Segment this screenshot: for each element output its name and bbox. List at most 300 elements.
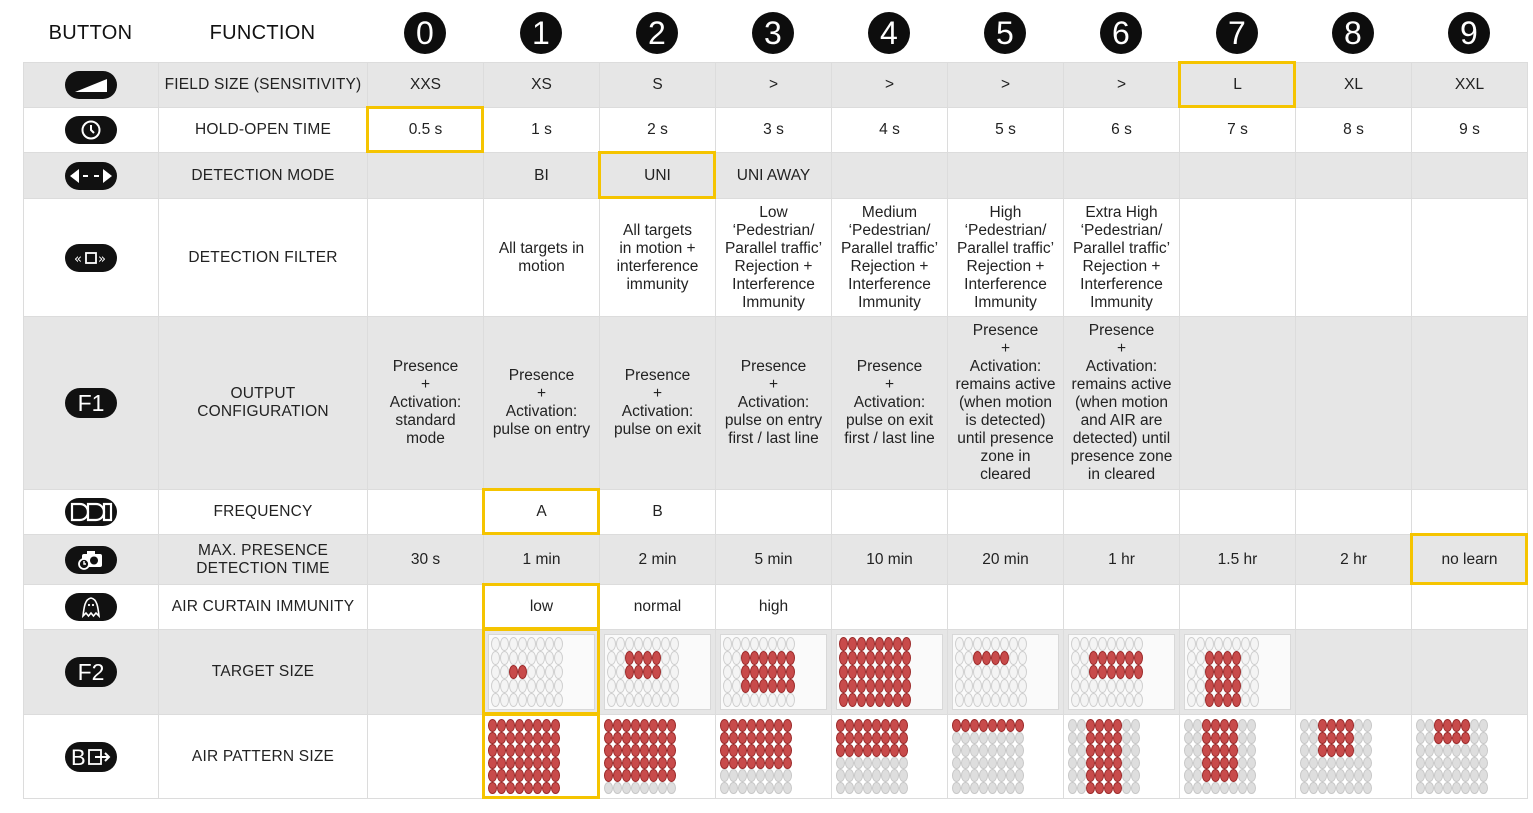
inactive-dot bbox=[988, 732, 997, 745]
inactive-dot bbox=[836, 757, 845, 770]
inactive-dot bbox=[536, 637, 545, 651]
active-dot bbox=[1461, 719, 1470, 732]
option-cell-8 bbox=[1296, 630, 1412, 715]
function-column-header: FUNCTION bbox=[209, 21, 316, 44]
inactive-dot bbox=[732, 665, 741, 679]
inactive-dot bbox=[997, 769, 1006, 782]
active-dot bbox=[875, 693, 884, 707]
inactive-dot bbox=[554, 651, 563, 665]
inactive-dot bbox=[979, 769, 988, 782]
option-cell-0: XXS bbox=[368, 63, 484, 108]
function-label: TARGET SIZE bbox=[159, 630, 368, 715]
row-frequency bbox=[24, 490, 1528, 535]
option-number-2 bbox=[599, 10, 715, 56]
option-cell-5 bbox=[948, 630, 1064, 715]
inactive-dot bbox=[881, 757, 890, 770]
inactive-dot bbox=[670, 651, 679, 665]
option-cell-6 bbox=[1064, 490, 1180, 535]
inactive-dot bbox=[1327, 769, 1336, 782]
inactive-dot bbox=[723, 679, 732, 693]
inactive-dot bbox=[1238, 719, 1247, 732]
inactive-dot bbox=[616, 665, 625, 679]
inactive-dot bbox=[786, 693, 795, 707]
active-dot bbox=[533, 757, 542, 770]
f1-icon bbox=[65, 388, 117, 418]
active-dot bbox=[1104, 769, 1113, 782]
inactive-dot bbox=[1300, 769, 1309, 782]
active-dot bbox=[1104, 782, 1113, 795]
inactive-dot bbox=[1434, 782, 1443, 795]
active-dot bbox=[1205, 651, 1214, 665]
active-dot bbox=[1107, 665, 1116, 679]
active-dot bbox=[1205, 665, 1214, 679]
inactive-dot bbox=[518, 693, 527, 707]
inactive-dot bbox=[720, 782, 729, 795]
inactive-dot bbox=[1125, 693, 1134, 707]
inactive-dot bbox=[1416, 769, 1425, 782]
active-dot bbox=[845, 732, 854, 745]
inactive-dot bbox=[1015, 744, 1024, 757]
active-dot bbox=[488, 719, 497, 732]
inactive-dot bbox=[1232, 637, 1241, 651]
active-dot bbox=[747, 732, 756, 745]
active-dot bbox=[551, 782, 560, 795]
inactive-dot bbox=[527, 665, 536, 679]
function-label: HOLD-OPEN TIME bbox=[159, 108, 368, 153]
active-dot bbox=[765, 732, 774, 745]
active-dot bbox=[652, 665, 661, 679]
active-dot bbox=[875, 651, 884, 665]
inactive-dot bbox=[1018, 665, 1027, 679]
active-dot bbox=[613, 757, 622, 770]
active-dot bbox=[777, 651, 786, 665]
inactive-dot bbox=[1336, 769, 1345, 782]
inactive-dot bbox=[1416, 744, 1425, 757]
inactive-dot bbox=[1125, 637, 1134, 651]
button-cell bbox=[24, 535, 159, 585]
option-cell-6 bbox=[1064, 153, 1180, 199]
inactive-dot bbox=[536, 665, 545, 679]
option-cell-3: 5 min bbox=[716, 535, 832, 585]
inactive-dot bbox=[759, 637, 768, 651]
option-cell-3: > bbox=[716, 63, 832, 108]
inactive-dot bbox=[988, 744, 997, 757]
active-dot bbox=[720, 719, 729, 732]
inactive-dot bbox=[1134, 679, 1143, 693]
button-cell bbox=[24, 63, 159, 108]
inactive-dot bbox=[1122, 782, 1131, 795]
active-dot bbox=[488, 782, 497, 795]
inactive-dot bbox=[970, 782, 979, 795]
inactive-dot bbox=[723, 651, 732, 665]
option-cell-9 bbox=[1412, 199, 1528, 317]
inactive-dot bbox=[1080, 665, 1089, 679]
active-dot bbox=[1443, 732, 1452, 745]
row-detection-mode bbox=[24, 153, 1528, 199]
active-dot bbox=[1327, 744, 1336, 757]
inactive-dot bbox=[723, 637, 732, 651]
inactive-dot bbox=[836, 782, 845, 795]
inactive-dot bbox=[1187, 665, 1196, 679]
active-dot bbox=[1134, 665, 1143, 679]
active-dot bbox=[777, 665, 786, 679]
inactive-dot bbox=[1479, 757, 1488, 770]
active-dot bbox=[518, 665, 527, 679]
inactive-dot bbox=[1125, 679, 1134, 693]
active-dot bbox=[497, 732, 506, 745]
inactive-dot bbox=[783, 782, 792, 795]
active-dot bbox=[1113, 782, 1122, 795]
inactive-dot bbox=[625, 637, 634, 651]
option-cell-8 bbox=[1296, 317, 1412, 490]
active-dot bbox=[747, 744, 756, 757]
inactive-dot bbox=[1327, 757, 1336, 770]
inactive-dot bbox=[1015, 769, 1024, 782]
option-cell-1: BI bbox=[484, 153, 600, 199]
inactive-dot bbox=[1470, 757, 1479, 770]
inactive-dot bbox=[518, 637, 527, 651]
active-dot bbox=[524, 719, 533, 732]
active-dot bbox=[533, 744, 542, 757]
active-dot bbox=[1205, 693, 1214, 707]
row-output-config bbox=[24, 317, 1528, 490]
active-dot bbox=[613, 732, 622, 745]
inactive-dot bbox=[1354, 757, 1363, 770]
inactive-dot bbox=[738, 782, 747, 795]
active-dot bbox=[1113, 719, 1122, 732]
inactive-dot bbox=[964, 651, 973, 665]
option-cell-0 bbox=[368, 630, 484, 715]
inactive-dot bbox=[1327, 782, 1336, 795]
inactive-dot bbox=[1122, 719, 1131, 732]
active-dot bbox=[1229, 732, 1238, 745]
active-dot bbox=[1232, 693, 1241, 707]
active-dot bbox=[1336, 732, 1345, 745]
inactive-dot bbox=[1434, 744, 1443, 757]
active-dot bbox=[1205, 679, 1214, 693]
inactive-dot bbox=[1187, 651, 1196, 665]
active-dot bbox=[497, 769, 506, 782]
inactive-dot bbox=[643, 679, 652, 693]
active-dot bbox=[863, 732, 872, 745]
active-dot bbox=[640, 719, 649, 732]
inactive-dot bbox=[554, 679, 563, 693]
inactive-dot bbox=[616, 637, 625, 651]
active-dot bbox=[649, 769, 658, 782]
active-dot bbox=[863, 744, 872, 757]
option-cell-7: L bbox=[1180, 63, 1296, 108]
inactive-dot bbox=[1425, 757, 1434, 770]
inactive-dot bbox=[545, 665, 554, 679]
option-cell-2 bbox=[600, 630, 716, 715]
active-dot bbox=[1318, 744, 1327, 757]
dot-pattern bbox=[1184, 719, 1291, 794]
active-dot bbox=[1095, 744, 1104, 757]
option-cell-9: XXL bbox=[1412, 63, 1528, 108]
inactive-dot bbox=[1250, 651, 1259, 665]
inactive-dot bbox=[845, 757, 854, 770]
active-dot bbox=[634, 665, 643, 679]
option-cell-7 bbox=[1180, 630, 1296, 715]
inactive-dot bbox=[1116, 637, 1125, 651]
option-cell-5: 5 s bbox=[948, 108, 1064, 153]
inactive-dot bbox=[1211, 782, 1220, 795]
option-cell-9 bbox=[1412, 715, 1528, 799]
option-cell-5: High ‘Pedestrian/ Parallel traffic’ Rejection + Interference Immunity bbox=[948, 199, 1064, 317]
active-dot bbox=[1095, 782, 1104, 795]
option-cell-3: 3 s bbox=[716, 108, 832, 153]
inactive-dot bbox=[634, 679, 643, 693]
option-cell-4 bbox=[832, 153, 948, 199]
inactive-dot bbox=[1098, 679, 1107, 693]
inactive-dot bbox=[741, 637, 750, 651]
active-dot bbox=[866, 637, 875, 651]
inactive-dot bbox=[491, 637, 500, 651]
inactive-dot bbox=[536, 679, 545, 693]
inactive-dot bbox=[964, 665, 973, 679]
active-dot bbox=[613, 744, 622, 757]
inactive-dot bbox=[872, 782, 881, 795]
active-dot bbox=[1086, 782, 1095, 795]
active-dot bbox=[729, 719, 738, 732]
ghost-icon bbox=[65, 593, 117, 621]
inactive-dot bbox=[1184, 782, 1193, 795]
active-dot bbox=[1086, 769, 1095, 782]
inactive-dot bbox=[500, 651, 509, 665]
option-cell-7 bbox=[1180, 585, 1296, 630]
inactive-dot bbox=[845, 782, 854, 795]
inactive-dot bbox=[1309, 757, 1318, 770]
option-number-circle: 5 bbox=[984, 12, 1026, 54]
active-dot bbox=[1006, 719, 1015, 732]
dot-pattern bbox=[952, 719, 1059, 794]
inactive-dot bbox=[973, 693, 982, 707]
active-dot bbox=[533, 732, 542, 745]
active-dot bbox=[524, 769, 533, 782]
active-dot bbox=[506, 782, 515, 795]
clock-icon bbox=[65, 116, 117, 144]
active-dot bbox=[774, 732, 783, 745]
active-dot bbox=[542, 719, 551, 732]
inactive-dot bbox=[500, 693, 509, 707]
inactive-dot bbox=[640, 782, 649, 795]
option-cell-1 bbox=[484, 715, 600, 799]
active-dot bbox=[747, 719, 756, 732]
active-dot bbox=[902, 693, 911, 707]
inactive-dot bbox=[1006, 744, 1015, 757]
function-label: AIR PATTERN SIZE bbox=[159, 715, 368, 799]
dot-pattern bbox=[488, 634, 595, 710]
active-dot bbox=[542, 744, 551, 757]
inactive-dot bbox=[1479, 782, 1488, 795]
active-dot bbox=[640, 769, 649, 782]
option-cell-7 bbox=[1180, 317, 1296, 490]
button-cell bbox=[24, 108, 159, 153]
option-cell-3 bbox=[716, 490, 832, 535]
inactive-dot bbox=[1238, 757, 1247, 770]
active-dot bbox=[961, 719, 970, 732]
inactive-dot bbox=[1205, 637, 1214, 651]
inactive-dot bbox=[979, 757, 988, 770]
inactive-dot bbox=[1009, 665, 1018, 679]
inactive-dot bbox=[1443, 744, 1452, 757]
active-dot bbox=[515, 782, 524, 795]
active-dot bbox=[652, 651, 661, 665]
option-cell-7: 7 s bbox=[1180, 108, 1296, 153]
active-dot bbox=[884, 665, 893, 679]
active-dot bbox=[1104, 719, 1113, 732]
inactive-dot bbox=[952, 732, 961, 745]
inactive-dot bbox=[955, 637, 964, 651]
inactive-dot bbox=[988, 757, 997, 770]
active-dot bbox=[1223, 679, 1232, 693]
inactive-dot bbox=[643, 637, 652, 651]
inactive-dot bbox=[854, 757, 863, 770]
inactive-dot bbox=[964, 637, 973, 651]
option-cell-0 bbox=[368, 715, 484, 799]
option-number-8 bbox=[1295, 10, 1411, 56]
inactive-dot bbox=[1187, 637, 1196, 651]
active-dot bbox=[658, 732, 667, 745]
active-dot bbox=[1113, 757, 1122, 770]
active-dot bbox=[839, 679, 848, 693]
inactive-dot bbox=[1131, 782, 1140, 795]
inactive-dot bbox=[661, 651, 670, 665]
inactive-dot bbox=[881, 782, 890, 795]
option-cell-1: 1 min bbox=[484, 535, 600, 585]
inactive-dot bbox=[1452, 769, 1461, 782]
active-dot bbox=[848, 679, 857, 693]
option-number-9 bbox=[1411, 10, 1527, 56]
inactive-dot bbox=[1077, 732, 1086, 745]
inactive-dot bbox=[634, 637, 643, 651]
active-dot bbox=[631, 757, 640, 770]
inactive-dot bbox=[545, 693, 554, 707]
option-cell-1: 1 s bbox=[484, 108, 600, 153]
inactive-dot bbox=[607, 665, 616, 679]
inactive-dot bbox=[1116, 693, 1125, 707]
active-dot bbox=[1345, 719, 1354, 732]
active-dot bbox=[1232, 651, 1241, 665]
active-dot bbox=[1202, 744, 1211, 757]
active-dot bbox=[658, 719, 667, 732]
inactive-dot bbox=[1193, 757, 1202, 770]
inactive-dot bbox=[952, 782, 961, 795]
option-number-circle: 7 bbox=[1216, 12, 1258, 54]
option-number-3 bbox=[715, 10, 831, 56]
active-dot bbox=[768, 679, 777, 693]
inactive-dot bbox=[1187, 693, 1196, 707]
inactive-dot bbox=[729, 769, 738, 782]
active-dot bbox=[667, 757, 676, 770]
active-dot bbox=[741, 679, 750, 693]
inactive-dot bbox=[982, 693, 991, 707]
inactive-dot bbox=[899, 757, 908, 770]
active-dot bbox=[845, 744, 854, 757]
inactive-dot bbox=[1443, 757, 1452, 770]
active-dot bbox=[649, 744, 658, 757]
active-dot bbox=[1211, 757, 1220, 770]
option-number-5 bbox=[947, 10, 1063, 56]
inactive-dot bbox=[1122, 769, 1131, 782]
active-dot bbox=[1211, 744, 1220, 757]
option-cell-2: UNI bbox=[600, 153, 716, 199]
inactive-dot bbox=[783, 769, 792, 782]
inactive-dot bbox=[1009, 679, 1018, 693]
inactive-dot bbox=[1000, 693, 1009, 707]
inactive-dot bbox=[890, 757, 899, 770]
inactive-dot bbox=[1193, 744, 1202, 757]
active-dot bbox=[970, 719, 979, 732]
active-dot bbox=[857, 665, 866, 679]
active-dot bbox=[866, 665, 875, 679]
active-dot bbox=[884, 637, 893, 651]
active-dot bbox=[872, 732, 881, 745]
option-cell-1 bbox=[484, 630, 600, 715]
inactive-dot bbox=[747, 782, 756, 795]
active-dot bbox=[839, 665, 848, 679]
active-dot bbox=[857, 679, 866, 693]
inactive-dot bbox=[607, 679, 616, 693]
inactive-dot bbox=[756, 769, 765, 782]
active-dot bbox=[506, 769, 515, 782]
button-cell bbox=[24, 585, 159, 630]
inactive-dot bbox=[1300, 757, 1309, 770]
inactive-dot bbox=[643, 693, 652, 707]
active-dot bbox=[765, 744, 774, 757]
option-cell-3: Presence + Activation: pulse on entry first / last line bbox=[716, 317, 832, 490]
inactive-dot bbox=[1196, 651, 1205, 665]
active-dot bbox=[622, 719, 631, 732]
option-cell-4: Medium ‘Pedestrian/ Parallel traffic’ Rejection + Interference Immunity bbox=[832, 199, 948, 317]
inactive-dot bbox=[1300, 732, 1309, 745]
active-dot bbox=[783, 744, 792, 757]
inactive-dot bbox=[1080, 693, 1089, 707]
inactive-dot bbox=[1068, 719, 1077, 732]
active-dot bbox=[854, 732, 863, 745]
inactive-dot bbox=[1479, 732, 1488, 745]
inactive-dot bbox=[1470, 744, 1479, 757]
inactive-dot bbox=[1068, 732, 1077, 745]
inactive-dot bbox=[979, 732, 988, 745]
inactive-dot bbox=[1241, 679, 1250, 693]
inactive-dot bbox=[1425, 744, 1434, 757]
inactive-dot bbox=[955, 679, 964, 693]
inactive-dot bbox=[952, 757, 961, 770]
active-dot bbox=[622, 757, 631, 770]
active-dot bbox=[857, 651, 866, 665]
inactive-dot bbox=[661, 679, 670, 693]
inactive-dot bbox=[741, 693, 750, 707]
button-icon-label: F2 bbox=[77, 659, 105, 685]
active-dot bbox=[982, 651, 991, 665]
active-dot bbox=[1125, 665, 1134, 679]
inactive-dot bbox=[1071, 693, 1080, 707]
active-dot bbox=[881, 719, 890, 732]
inactive-dot bbox=[527, 651, 536, 665]
inactive-dot bbox=[527, 693, 536, 707]
active-dot bbox=[533, 719, 542, 732]
dot-pattern bbox=[952, 634, 1059, 710]
active-dot bbox=[872, 744, 881, 757]
active-dot bbox=[848, 665, 857, 679]
active-dot bbox=[890, 719, 899, 732]
inactive-dot bbox=[604, 782, 613, 795]
inactive-dot bbox=[1241, 651, 1250, 665]
option-cell-7: 1.5 hr bbox=[1180, 535, 1296, 585]
inactive-dot bbox=[1416, 782, 1425, 795]
inactive-dot bbox=[616, 651, 625, 665]
